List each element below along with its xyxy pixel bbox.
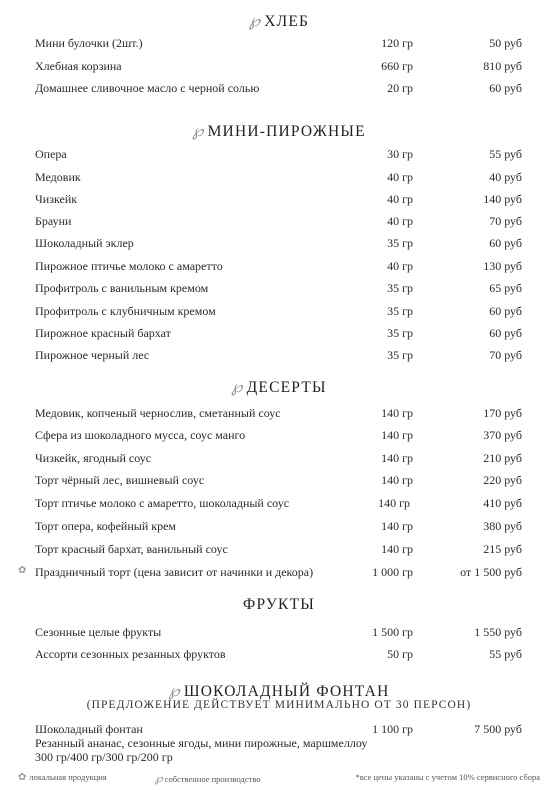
item-price: 220 руб [483, 473, 522, 487]
menu-item [0, 647, 558, 667]
item-name: Ассорти сезонных резанных фруктов [35, 647, 226, 661]
item-weight: 40 гр [387, 170, 413, 184]
item-weight: 120 гр [381, 36, 413, 50]
menu-item [0, 147, 558, 167]
item-name: Чизкейк, ягодный соус [35, 451, 152, 465]
item-name: Торт птичье молоко с амаретто, шоколадный соус [35, 496, 290, 510]
section-title-text: ФРУКТЫ [243, 596, 315, 613]
item-weight: 140 гр [381, 542, 413, 556]
item-weight: 40 гр [387, 259, 413, 273]
legend-local-label: локальная продукция [29, 772, 107, 782]
item-price: 60 руб [489, 81, 522, 95]
item-weight: 660 гр [381, 59, 413, 73]
menu-item [0, 542, 558, 562]
section-title-text: МИНИ-ПИРОЖНЫЕ [207, 123, 366, 140]
section-title-text: ХЛЕБ [264, 13, 310, 30]
menu-item [0, 625, 558, 645]
item-name: Сезонные целые фрукты [35, 625, 162, 639]
item-price: 70 руб [489, 214, 522, 228]
item-price: от 1 500 руб [460, 565, 522, 579]
service-fee-note: *все цены указаны с учетом 10% сервисного сбора [355, 772, 540, 782]
item-weight: 20 гр [387, 81, 413, 95]
item-name: Профитроль с ванильным кремом [35, 281, 209, 295]
item-weight: 140 гр [381, 428, 413, 442]
menu-item [0, 281, 558, 301]
item-price: 810 руб [483, 59, 522, 73]
item-weight: 50 гр [387, 647, 413, 661]
section-title-desserts [0, 377, 558, 397]
own-production-icon: ℘ [155, 772, 163, 785]
item-weight: 35 гр [387, 348, 413, 362]
item-name: Чизкейк [35, 192, 78, 206]
section-title-bread [0, 11, 558, 31]
item-price: 215 руб [483, 542, 522, 556]
item-name: Опера [35, 147, 67, 161]
item-price: 65 руб [489, 281, 522, 295]
item-price: 210 руб [483, 451, 522, 465]
own-production-icon: ℘ [168, 681, 181, 700]
legend-own-label: собственное производство [164, 774, 261, 784]
item-price: 70 руб [489, 348, 522, 362]
menu-item [0, 473, 558, 493]
item-description: 300 гр/400 гр/300 гр/200 гр [35, 750, 173, 764]
item-name: Мини булочки (2шт.) [35, 36, 143, 50]
item-price: 55 руб [489, 647, 522, 661]
item-name: Торт опера, кофейный крем [35, 519, 176, 533]
item-price: 410 руб [483, 496, 522, 510]
item-weight: 140 гр [381, 451, 413, 465]
item-weight: 140 гр [381, 519, 413, 533]
item-weight: 35 гр [387, 326, 413, 340]
legend-local [18, 772, 107, 783]
item-name: Брауни [35, 214, 72, 228]
item-name: Торт чёрный лес, вишневый соус [35, 473, 205, 487]
flower-icon: ✿ [18, 772, 27, 783]
item-price: 40 руб [489, 170, 522, 184]
item-name: Пирожное красный бархат [35, 326, 171, 340]
item-name: Сфера из шоколадного мусса, соус манго [35, 428, 246, 442]
menu-item [0, 496, 558, 516]
item-price: 140 руб [483, 192, 522, 206]
item-price: 170 руб [483, 406, 522, 420]
item-weight: 1 100 гр [372, 722, 413, 736]
item-weight: 35 гр [387, 236, 413, 250]
item-price: 50 руб [489, 36, 522, 50]
legend-own [155, 772, 261, 785]
menu-item [0, 236, 558, 256]
menu-item [0, 304, 558, 324]
item-weight: 30 гр [387, 147, 413, 161]
item-price: 370 руб [483, 428, 522, 442]
section-title-chocolate-fountain [0, 681, 558, 701]
item-price: 55 руб [489, 147, 522, 161]
section-subtitle: (ПРЕДЛОЖЕНИЕ ДЕЙСТВУЕТ МИНИМАЛЬНО ОТ 30 ПЕРСОН) [86, 699, 472, 711]
item-weight: 140 гр [381, 406, 413, 420]
item-weight: 40 гр [387, 192, 413, 206]
item-weight: 1 500 гр [372, 625, 413, 639]
item-description: Резанный ананас, сезонные ягоды, мини пирожные, маршмеллоу [35, 736, 368, 750]
menu-item [0, 170, 558, 190]
menu-item [0, 451, 558, 471]
menu-item [0, 259, 558, 279]
section-title-text: ДЕСЕРТЫ [246, 379, 327, 396]
item-name: Пирожное черный лес [35, 348, 150, 362]
own-production-icon: ℘ [248, 11, 262, 30]
flower-icon: ✿ [18, 565, 27, 576]
item-name: Домашнее сливочное масло с черной солью [35, 81, 260, 95]
item-name: Пирожное птичье молоко с амаретто [35, 259, 223, 273]
item-name: Праздничный торт (цена зависит от начинки и декора) [35, 565, 314, 579]
menu-item [0, 192, 558, 212]
menu-item [0, 348, 558, 368]
section-title-mini-cakes [0, 121, 558, 141]
menu-item [0, 214, 558, 234]
item-name: Шоколадный эклер [35, 236, 134, 250]
item-weight: 35 гр [387, 281, 413, 295]
item-price: 1 550 руб [474, 625, 522, 639]
item-weight: 140 гр [381, 473, 413, 487]
own-production-icon: ℘ [192, 121, 205, 140]
item-weight: 40 гр [387, 214, 413, 228]
footer-legend [0, 770, 558, 786]
item-price: 7 500 руб [474, 722, 522, 736]
item-weight: 140 гр [378, 496, 410, 510]
item-name: Профитроль с клубничным кремом [35, 304, 216, 318]
item-price: 380 руб [483, 519, 522, 533]
item-price: 60 руб [489, 326, 522, 340]
menu-item [0, 81, 558, 101]
item-weight: 35 гр [387, 304, 413, 318]
menu-item [0, 565, 558, 585]
item-name: Медовик, копченый чернослив, сметанный соус [35, 406, 281, 420]
menu-item [0, 59, 558, 79]
item-name: Хлебная корзина [35, 59, 122, 73]
item-price: 130 руб [483, 259, 522, 273]
item-weight: 1 000 гр [372, 565, 413, 579]
menu-item [0, 326, 558, 346]
menu-item [0, 428, 558, 448]
section-title-fruits [0, 596, 558, 614]
item-price: 60 руб [489, 236, 522, 250]
section-title-text: ШОКОЛАДНЫЙ ФОНТАН [183, 683, 390, 700]
menu-item [0, 406, 558, 426]
item-name: Торт красный бархат, ванильный соус [35, 542, 228, 556]
item-name: Медовик [35, 170, 81, 184]
item-name: Шоколадный фонтан [35, 722, 143, 736]
menu-item [0, 36, 558, 56]
menu-item [0, 519, 558, 539]
own-production-icon: ℘ [231, 377, 244, 396]
item-price: 60 руб [489, 304, 522, 318]
